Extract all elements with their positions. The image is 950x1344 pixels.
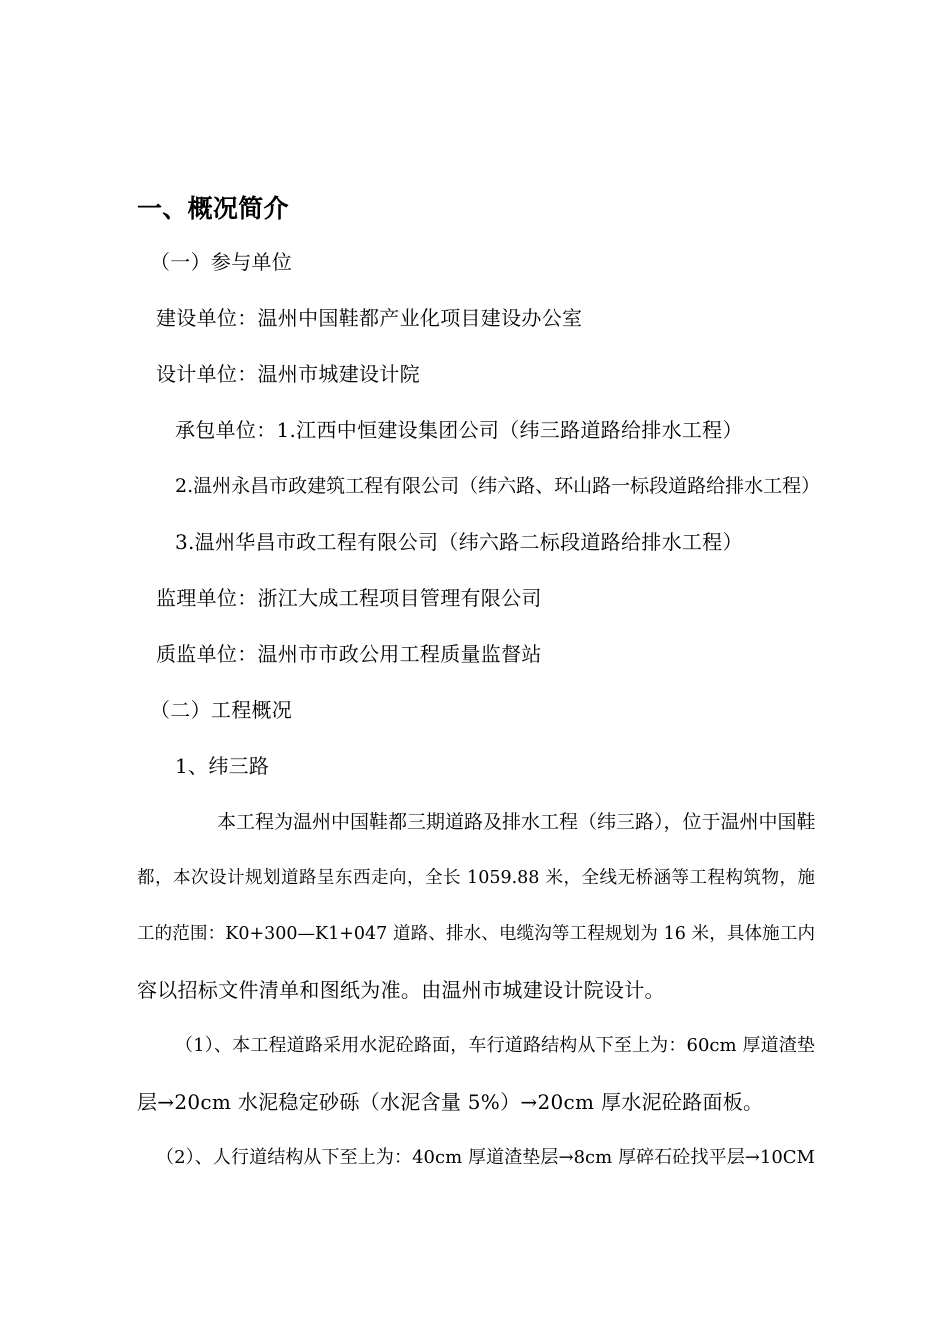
supervision-unit-line: 监理单位：浙江大成工程项目管理有限公司 (156, 586, 542, 610)
paragraph-1-line-1: 本工程为温州中国鞋都三期道路及排水工程（纬三路），位于温州中国鞋 (217, 811, 816, 833)
design-unit-line: 设计单位：温州市城建设计院 (156, 362, 420, 386)
paragraph-1-line-2: 都，本次设计规划道路呈东西走向，全长 1059.88 米，全线无桥涵等工程构筑物，施 (137, 868, 815, 888)
section-heading: 一、概况简介 (137, 194, 289, 223)
paragraph-2-line-1: （1）、本工程道路采用水泥砼路面，车行道路结构从下至上为：60cm 厚道渣垫 (175, 1035, 815, 1056)
contractor-line-2: 2.温州永昌市政建筑工程有限公司（纬六路、环山路一标段道路给排水工程） (175, 475, 821, 497)
quality-unit-line: 质监单位：温州市市政公用工程质量监督站 (156, 642, 542, 666)
paragraph-1-line-4: 容以招标文件清单和图纸为准。由温州市城建设计院设计。 (137, 978, 665, 1002)
paragraph-3-line-1: （2）、人行道结构从下至上为：40cm 厚道渣垫层→8cm 厚碎石砼找平层→10CM (156, 1147, 815, 1168)
contractor-line-1: 承包单位：1.江西中恒建设集团公司（纬三路道路给排水工程） (175, 418, 743, 442)
paragraph-1-line-3: 工的范围：K0+300—K1+047 道路、排水、电缆沟等工程规划为 16 米，具体施工内 (137, 924, 815, 944)
build-unit-line: 建设单位：温州中国鞋都产业化项目建设办公室 (156, 306, 583, 330)
road-title: 1、纬三路 (175, 754, 270, 778)
subsection-title-overview: （二）工程概况 (150, 698, 293, 722)
paragraph-2-line-2: 层→20cm 水泥稳定砂砾（水泥含量 5%）→20cm 厚水泥砼路面板。 (137, 1090, 764, 1114)
subsection-title-participants: （一）参与单位 (150, 250, 293, 274)
contractor-line-3: 3.温州华昌市政工程有限公司（纬六路二标段道路给排水工程） (175, 530, 743, 554)
